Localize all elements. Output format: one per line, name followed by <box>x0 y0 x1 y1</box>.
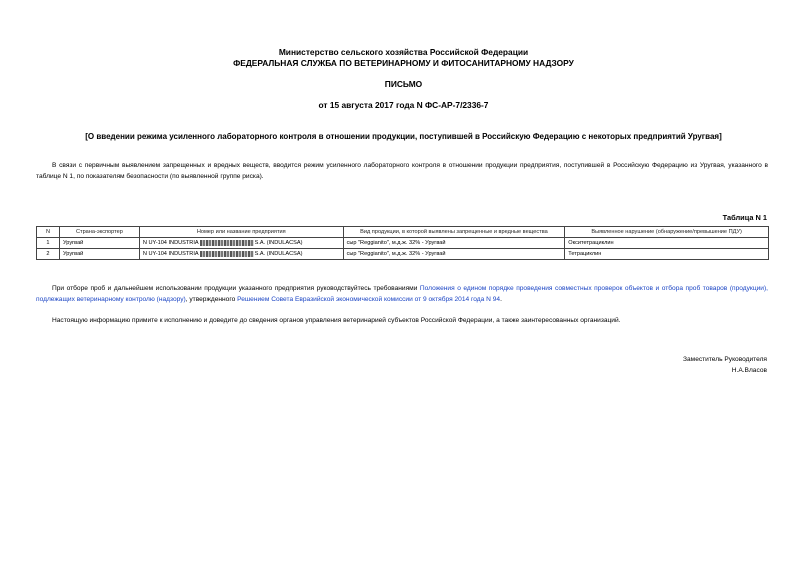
document-type: ПИСЬМО <box>384 79 423 89</box>
company-suffix: S.A. (INDULACSA) <box>254 251 303 257</box>
header-violation: Выявленное нарушение (обнаружение/превышение ПДУ) <box>565 227 769 238</box>
row-violation: Окситетрациклин <box>565 238 769 249</box>
service-name: ФЕДЕРАЛЬНАЯ СЛУЖБА ПО ВЕТЕРИНАРНОМУ И ФИТОСАНИТАРНОМУ НАДЗОРУ <box>233 58 574 68</box>
header-product: Вид продукции, в которой выявлены запрещенные и вредные вещества <box>343 227 565 238</box>
table-caption: Таблица N 1 <box>722 213 767 222</box>
header-company: Номер или название предприятия <box>139 227 343 238</box>
intro-text: В связи с первичным выявлением запрещенных и вредных веществ, вводится режим усиленного лабораторного контроля в отношении продукции предприятия, поступившей в Российскую Федерацию из Уругвая, указанного в таблице N 1, по показателям безопасности (по выявленной группе риска). <box>36 162 768 180</box>
row-company <box>139 238 343 249</box>
table-header-row <box>37 227 769 238</box>
requirements-paragraph <box>36 283 768 305</box>
intro-paragraph <box>36 160 768 182</box>
redacted-text <box>200 240 254 246</box>
signatory-title: Заместитель Руководителя <box>683 356 767 363</box>
document-date: от 15 августа 2017 года N ФС-АР-7/2336-7 <box>318 100 489 110</box>
row-country: Уругвай <box>59 249 139 260</box>
requirements-text-end: . <box>500 296 502 303</box>
header-n: N <box>37 227 60 238</box>
row-violation: Тетрациклин <box>565 249 769 260</box>
row-number: 1 <box>37 238 60 249</box>
table-row <box>37 249 769 260</box>
row-product: сыр "Reggianito", м.д.ж. 32% - Уругвай <box>343 249 565 260</box>
decision-link[interactable]: Решением Совета Евразийской экономической комиссии от 9 октября 2014 года N 94 <box>237 296 501 303</box>
regulation-link[interactable]: Положения о едином порядке проведения совместных проверок объектов и отбора проб товаров (продукции), подлежащих ветеринарному контролю (надзору) <box>36 285 768 303</box>
requirements-text-before: При отборе проб и дальнейшем использовании продукции указанного предприятия руководствуйтесь требованиями <box>52 285 418 292</box>
redacted-text <box>200 251 254 257</box>
signatory-name: Н.А.Власов <box>731 367 767 374</box>
instruction-paragraph <box>36 315 768 326</box>
header-country: Страна-экспортер <box>59 227 139 238</box>
row-number: 2 <box>37 249 60 260</box>
document-subject: [О введении режима усиленного лабораторного контроля в отношении продукции, поступившей в Российскую Федерацию с некоторых предприятий Уругвая] <box>85 132 722 141</box>
company-suffix: S.A. (INDULACSA) <box>254 240 303 246</box>
instruction-text: Настоящую информацию примите к исполнению и доведите до сведения органов управления ветеринарией субъектов Российской Федерации, а также заинтересованных организаций. <box>52 317 621 324</box>
violations-table <box>36 226 769 260</box>
row-company <box>139 249 343 260</box>
row-country: Уругвай <box>59 238 139 249</box>
requirements-text-mid: , утвержденного <box>185 296 236 303</box>
company-prefix: N UY-104 INDUSTRIA <box>142 240 199 246</box>
table-row <box>37 238 769 249</box>
company-prefix: N UY-104 INDUSTRIA <box>142 251 199 257</box>
ministry-name: Министерство сельского хозяйства Российской Федерации <box>278 47 529 57</box>
row-product: сыр "Reggianito", м.д.ж. 32% - Уругвай <box>343 238 565 249</box>
